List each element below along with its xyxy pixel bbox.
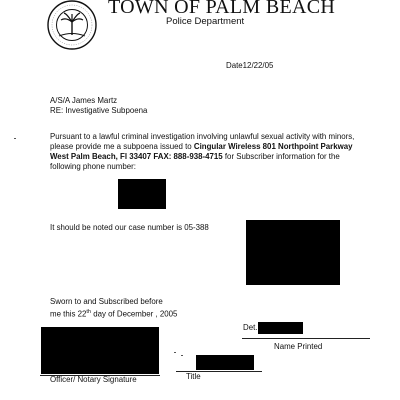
sworn-line-1: Sworn to and Subscribed before: [50, 297, 163, 306]
sworn-line-2: [50, 307, 177, 320]
letterhead-department: Police Department: [166, 16, 245, 27]
body-line-1: Pursuant to a lawful criminal investigation involving unlawful sexual activity with minors,: [50, 132, 355, 141]
name-printed-label: Name Printed: [274, 342, 323, 351]
officer-signature-label: Officer/ Notary Signature: [50, 375, 137, 384]
scan-speck: [14, 138, 16, 139]
name-printed-line: [242, 338, 370, 339]
body-text: for Subscriber information for the: [222, 152, 340, 161]
letter-date: Date12/22/05: [226, 61, 274, 70]
addressee: A/S/A James Martz: [50, 96, 118, 105]
body-bold-text: West Palm Beach, Fl 33407 FAX: 888-938-4715: [50, 152, 223, 161]
scan-speck: [174, 352, 176, 353]
title-label: Title: [186, 372, 201, 381]
case-note: It should be noted our case number is 05-388: [50, 223, 209, 232]
redaction-block: [118, 179, 166, 209]
redaction-block: [196, 355, 254, 370]
body-text: please provide me a subpoena issued to: [50, 142, 194, 151]
body-line-2: [50, 142, 353, 152]
re-line: RE: Investigative Subpoena: [50, 106, 148, 115]
scan-speck: [181, 355, 183, 356]
sworn-superscript: th: [86, 309, 91, 315]
redaction-block: [246, 220, 340, 285]
redaction-block: [258, 322, 303, 334]
det-label: Det.: [243, 323, 258, 332]
redaction-block: [41, 327, 159, 374]
sworn-text: day of December , 2005: [91, 309, 178, 319]
town-seal-icon: [47, 0, 97, 50]
body-line-3: [50, 152, 340, 162]
sworn-text: me this 22: [50, 309, 87, 319]
body-bold-text: Cingular Wireless 801 Northpoint Parkway: [193, 142, 353, 151]
body-line-4: following phone number:: [50, 162, 136, 171]
letterhead-town: TOWN OF PALM BEACH: [108, 0, 336, 18]
